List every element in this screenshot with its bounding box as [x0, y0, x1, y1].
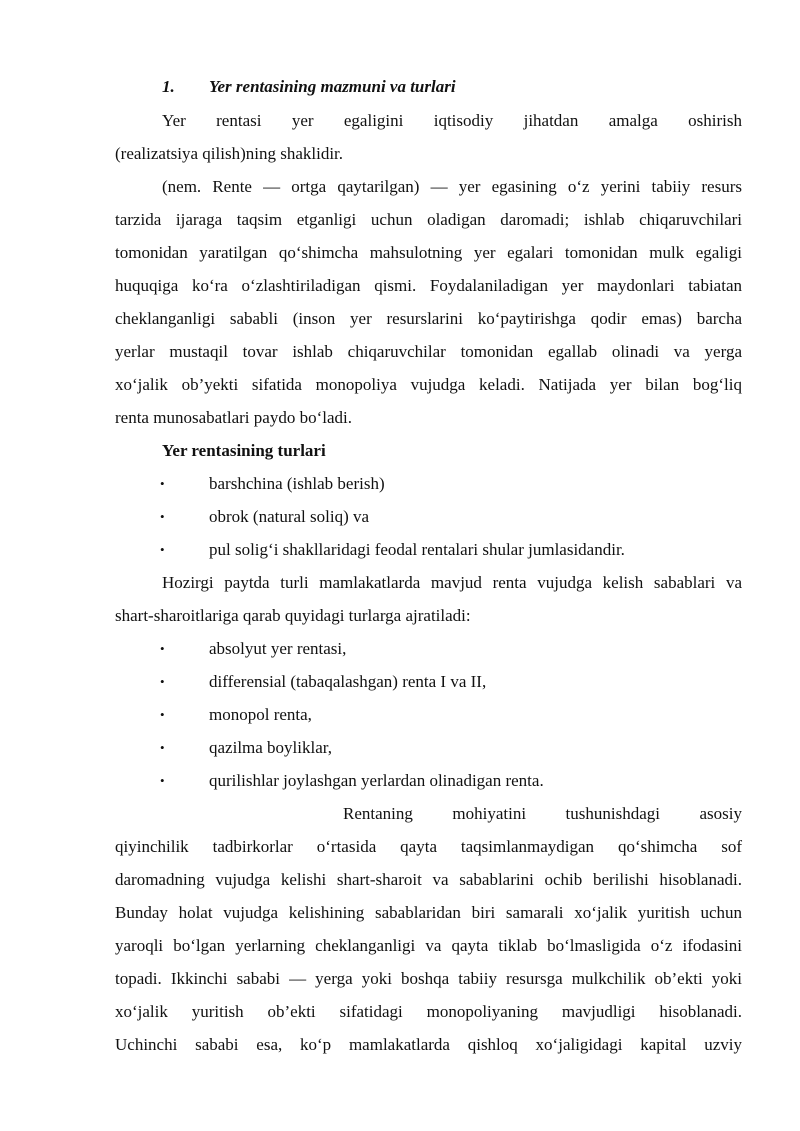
list1-item: obrok (natural soliq) va [209, 507, 370, 526]
bullet-icon: • [160, 707, 165, 722]
para2-line-4: huquqiga ko‘ra o‘zlashtiriladigan qismi. Foydalaniladigan yer maydonlari tabiatan [115, 276, 742, 295]
bullet-icon: • [160, 641, 165, 656]
para2-line-3: tomonidan yaratilgan qo‘shimcha mahsulotning yer egalari tomonidan mulk egaligi [115, 243, 742, 262]
bullet-icon: • [160, 542, 165, 557]
bullet-icon: • [160, 476, 165, 491]
para1-line-1: Yer rentasi yer egaligini iqtisodiy jihatdan amalga oshirish [162, 111, 742, 130]
bullet-icon: • [160, 674, 165, 689]
para4-line-7: xo‘jalik yuritish ob’ekti sifatidagi monopoliyaning mavjudligi hisoblanadi. [115, 1002, 742, 1021]
para2-line-7: xo‘jalik ob’yekti sifatida monopoliya vujudga keladi. Natijada yer bilan bog‘liq [115, 375, 742, 394]
section-title: Yer rentasining mazmuni va turlari [209, 77, 456, 96]
para2-line-6: yerlar mustaqil tovar ishlab chiqaruvchilar tomonidan egallab olinadi va yerga [115, 342, 742, 361]
para4-line-2: qiyinchilik tadbirkorlar o‘rtasida qayta taqsimlanmaydigan qo‘shimcha sof [115, 837, 742, 856]
para2-line-1: (nem. Rente — ortga qaytarilgan) — yer egasining o‘z yerini tabiiy resurs [162, 177, 742, 196]
bullet-icon: • [160, 740, 165, 755]
list2-item: monopol renta, [209, 705, 312, 724]
para3-line-2: shart-sharoitlariga qarab quyidagi turlarga ajratiladi: [115, 606, 471, 625]
section-number: 1. [162, 77, 175, 96]
para2-line-5: cheklanganligi sababli (inson yer resurslarini ko‘paytirishga qodir emas) barcha [115, 309, 742, 328]
para2-line-2: tarzida ijaraga taqsim etganligi uchun oladigan daromadi; ishlab chiqaruvchilari [115, 210, 742, 229]
para4-line-8: Uchinchi sababi esa, ko‘p mamlakatlarda qishloq xo‘jaligidagi kapital uzviy [115, 1035, 742, 1054]
para4-line-5: yaroqli bo‘lgan yerlarning cheklanganligi va qayta tiklab bo‘lmasligida o‘z ifodasini [115, 936, 742, 955]
list2-item: qazilma boyliklar, [209, 738, 333, 757]
bullet-icon: • [160, 773, 165, 788]
subheading: Yer rentasining turlari [162, 441, 326, 460]
list2-item: differensial (tabaqalashgan) renta I va II, [209, 672, 487, 691]
list1-item: pul solig‘i shakllaridagi feodal rentalari shular jumlasidandir. [209, 540, 625, 559]
list2-item: absolyut yer rentasi, [209, 639, 347, 658]
para4-line-4: Bunday holat vujudga kelishining sabablaridan biri samarali xo‘jalik yuritish uchun [115, 903, 742, 922]
list1-item: barshchina (ishlab berish) [209, 474, 385, 493]
para4-line-6: topadi. Ikkinchi sababi — yerga yoki boshqa tabiiy resursga mulkchilik ob’ekti yoki [115, 969, 742, 988]
para4-line-3: daromadning vujudga kelishi shart-sharoit va sabablarini ochib berilishi hisoblanadi. [115, 870, 742, 889]
para1-line-2: (realizatsiya qilish)ning shaklidir. [115, 144, 344, 163]
para3-line-1: Hozirgi paytda turli mamlakatlarda mavjud renta vujudga kelish sabablari va [162, 573, 742, 592]
para2-line-8: renta munosabatlari paydo bo‘ladi. [115, 408, 352, 427]
bullet-icon: • [160, 509, 165, 524]
para4-line-1: Rentaning mohiyatini tushunishdagi asosiy [343, 804, 742, 823]
list2-item: qurilishlar joylashgan yerlardan olinadigan renta. [209, 771, 544, 790]
